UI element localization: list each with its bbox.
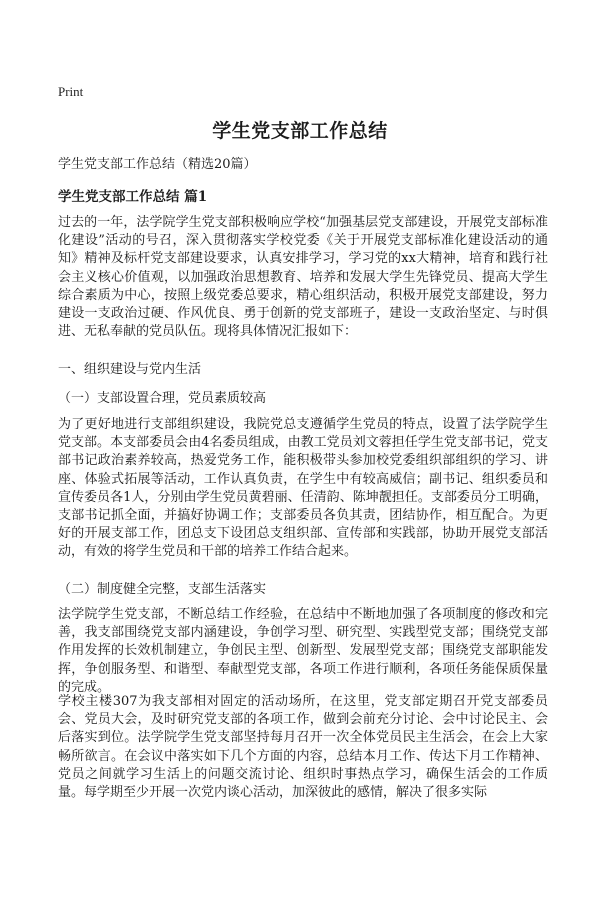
subheading-branch-setup: （一）支部设置合理，党员素质较高 [58,391,267,406]
paragraph-activities: 学校主楼307为我支部相对固定的活动场所，在这里，党支部定期召开党支部委员会、党员大会，及时研究党支部的各项工作，做到会前充分讨论、会中讨论民主、会后落实到位。法学院学生党支部坚持每月召开一次全体党员民主生活会，在会上大家畅所欲言。在会议中落实如下几个方面的内容，总结本月工作、传达下月工作精神、党员之间就学习生活上的问题交流讨论、组织时事热点学习，确保生活会的工作质量。每学期至少开展一次党内谈心活动，加深彼此的感情，解决了很多实际 [58,694,548,801]
paragraph-branch-setup: 为了更好地进行支部组织建设，我院党总支遵循学生党员的特点，设置了法学院学生党支部。本支部委员会由4名委员组成，由教工党员刘文蓉担任学生党支部书记，党支部书记政治素养较高，热爱党务工作，能积极带头参加校党委组织部组织的学习、讲座、体验式拓展等活动，工作认真负责，在学生中有较高威信；副书记、组织委员和宣传委员各1人，分别由学生党员黄碧丽、任清韵、陈坤靓担任。支部委员分工明确，支部书记抓全面，并搞好协调工作；支部委员各负其责，团结协作，相互配合。为更好的开展支部工作，团总支下设团总支组织部、宣传部和实践部，协助开展党支部活动，有效的将学生党员和干部的培养工作结合起来。 [58,417,548,560]
intro-paragraph: 过去的一年，法学院学生党支部积极响应学校“加强基层党支部建设，开展党支部标准化建设”活动的号召，深入贯彻落实学校党委《关于开展党支部标准化建设活动的通知》精神及标杆党支部建设要求，认真安排学习，学习党的xx大精神，培育和践行社会主义核心价值观，以加强政治思想教育、培养和发展大学生先锋党员、提高大学生综合素质为中心，按照上级党委总要求，精心组织活动，积极开展党支部建设，努力建设一支政治过硬、作风优良、勇于创新的党支部班子，建设一支政治坚定、与时俱进、无私奉献的党员队伍。现将具体情况汇报如下： [58,215,548,340]
print-label: Print [58,84,84,99]
section-heading: 学生党支部工作总结 篇1 [58,189,208,205]
document-subtitle: 学生党支部工作总结（精选20篇） [58,157,257,172]
paragraph-system: 法学院学生党支部，不断总结工作经验，在总结中不断地加强了各项制度的修改和完善，我支部围绕党支部内涵建设，争创学习型、研究型、实践型党支部；围绕党支部作用发挥的长效机制建立，争创民主型、创新型、发展型党支部；围绕党支部职能发挥，争创服务型、和谐型、奉献型党支部，各项工作进行顺利，各项任务能保质保量的完成。 [58,607,548,695]
heading-organization: 一、组织建设与党内生活 [58,362,202,377]
subheading-system: （二）制度健全完整，支部生活落实 [58,582,267,597]
page-title: 学生党支部工作总结 [212,120,388,142]
